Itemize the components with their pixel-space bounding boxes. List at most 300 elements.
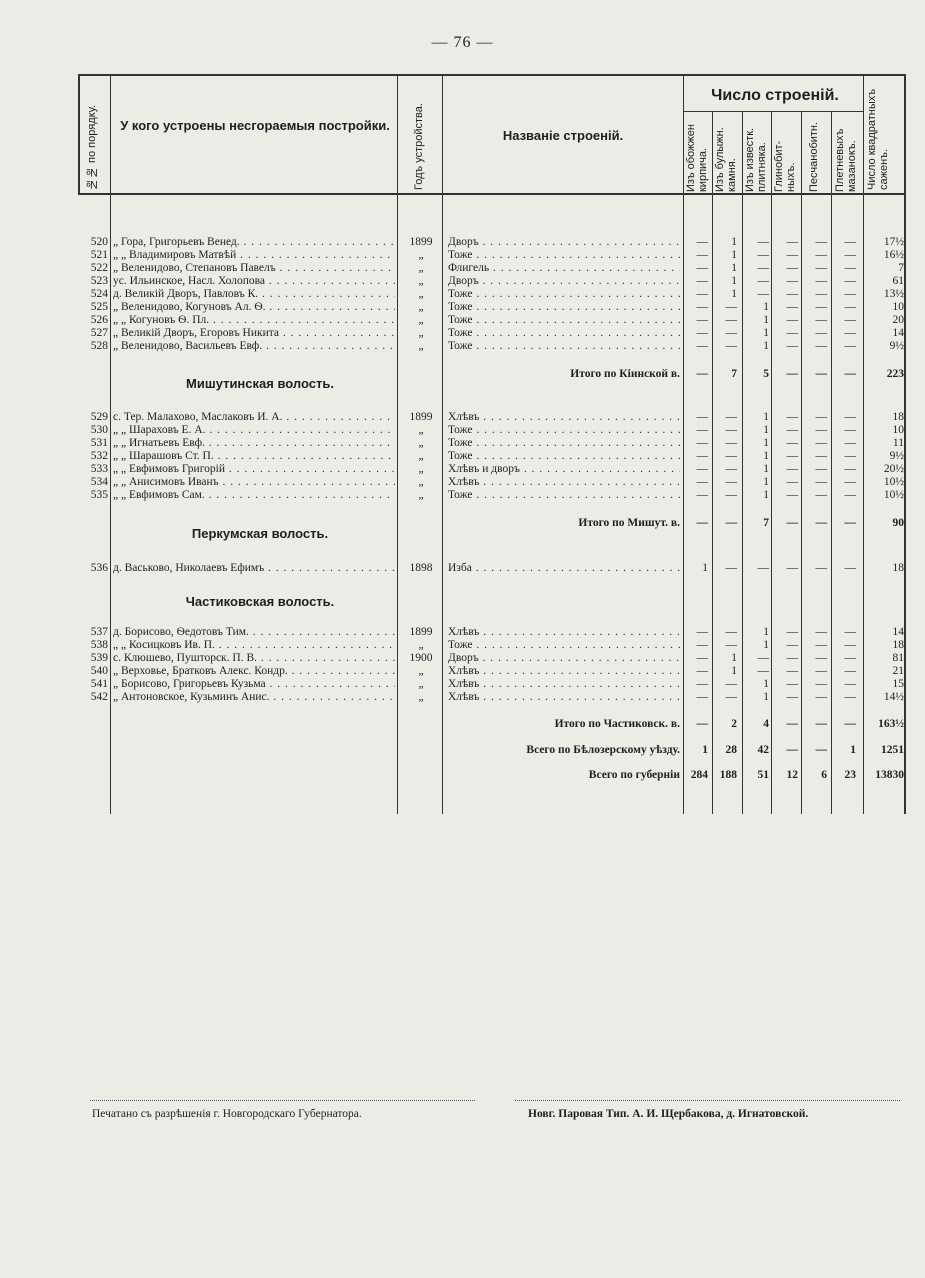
table-row xyxy=(0,463,925,476)
row-value: 1 xyxy=(731,236,737,248)
total-value: — xyxy=(844,517,856,529)
row-number: 529 xyxy=(90,411,108,423)
total-value: — xyxy=(696,718,708,730)
total-value: 42 xyxy=(757,744,769,756)
row-value: 1 xyxy=(731,288,737,300)
row-value: — xyxy=(815,626,827,638)
row-value: — xyxy=(725,301,737,313)
header-sub-5: Плетневыхъ мазанокъ. xyxy=(834,128,858,192)
section-title-chastikovskaya: Частиковская волость. xyxy=(185,594,335,609)
total-value: — xyxy=(786,517,798,529)
row-value: 9½ xyxy=(889,450,904,462)
row-number: 532 xyxy=(90,450,108,462)
row-building-name: Тоже . . . xyxy=(448,301,680,314)
total-value: — xyxy=(815,517,827,529)
total-value: — xyxy=(844,368,856,380)
row-owner: „ Борисово, Григорьевъ Кузьма . . . xyxy=(113,678,395,691)
row-value: — xyxy=(696,275,708,287)
header-sub-4: Песчанобитн. xyxy=(808,121,820,192)
row-owner: д. Васьково, Николаевъ Ефимъ . . . xyxy=(113,562,395,575)
total-value: — xyxy=(815,718,827,730)
row-year: „ xyxy=(418,665,424,677)
row-value: — xyxy=(786,476,798,488)
row-year: „ xyxy=(418,314,424,326)
row-year: „ xyxy=(418,437,424,449)
row-value: — xyxy=(844,463,856,475)
row-value: — xyxy=(725,476,737,488)
table-row xyxy=(0,639,925,652)
row-value: — xyxy=(757,262,769,274)
row-building-name: Тоже . . . xyxy=(448,327,680,340)
row-building-name: Тоже . . . xyxy=(448,489,680,502)
header-col-who: У кого устроены несгораемыя постройки. xyxy=(120,118,390,133)
row-value: — xyxy=(844,476,856,488)
row-value: 14 xyxy=(892,626,904,638)
row-value: — xyxy=(786,652,798,664)
row-number: 541 xyxy=(90,678,108,690)
row-value: 1 xyxy=(763,327,769,339)
row-value: — xyxy=(725,626,737,638)
total-label: Итого по Частиковск. в. xyxy=(554,718,680,730)
row-value: — xyxy=(844,327,856,339)
row-owner: „ „ Евфимовъ Сам. . . . xyxy=(113,489,395,502)
row-value: — xyxy=(696,288,708,300)
row-building-name: Хлѣвъ . . . xyxy=(448,665,680,678)
row-building-name: Изба . . . xyxy=(448,562,680,575)
total-value: 5 xyxy=(763,368,769,380)
total-label: Итого по Кіинской в. xyxy=(570,368,680,380)
total-row-chastikovskaya xyxy=(0,717,925,731)
row-year: „ xyxy=(418,463,424,475)
row-number: 536 xyxy=(90,562,108,574)
row-number: 533 xyxy=(90,463,108,475)
row-owner: „ Антоновское, Кузьминъ Анис. . . . xyxy=(113,691,395,704)
row-value: — xyxy=(786,288,798,300)
row-number: 530 xyxy=(90,424,108,436)
row-value: — xyxy=(815,340,827,352)
row-value: 9½ xyxy=(889,340,904,352)
row-value: — xyxy=(786,275,798,287)
row-value: 1 xyxy=(763,639,769,651)
row-value: 1 xyxy=(763,450,769,462)
row-value: — xyxy=(815,463,827,475)
row-value: — xyxy=(786,424,798,436)
row-owner: д. Великій Дворъ, Павловъ К. . . . xyxy=(113,288,395,301)
row-building-name: Хлѣвъ и дворъ . . . xyxy=(448,463,680,476)
row-year: 1898 xyxy=(409,562,433,574)
row-value: 1 xyxy=(702,562,708,574)
row-building-name: Хлѣвъ . . . xyxy=(448,691,680,704)
table-row xyxy=(0,665,925,678)
table-row xyxy=(0,450,925,463)
row-value: 1 xyxy=(763,437,769,449)
row-value: 61 xyxy=(892,275,904,287)
row-value: — xyxy=(844,652,856,664)
row-owner: „ „ Когуновъ Ѳ. Пл. . . . xyxy=(113,314,395,327)
row-number: 535 xyxy=(90,489,108,501)
header-col-year: Годъ устройства. xyxy=(413,103,425,190)
row-value: — xyxy=(844,450,856,462)
table-row xyxy=(0,314,925,327)
table-row xyxy=(0,301,925,314)
row-owner: ус. Ильинское, Насл. Холопова . . . xyxy=(113,275,395,288)
row-number: 527 xyxy=(90,327,108,339)
table-row xyxy=(0,288,925,301)
row-value: — xyxy=(696,262,708,274)
header-col-group: Число строеній. xyxy=(711,87,839,104)
row-value: — xyxy=(815,437,827,449)
row-value: — xyxy=(786,463,798,475)
row-building-name: Тоже . . . xyxy=(448,639,680,652)
row-value: — xyxy=(815,275,827,287)
row-owner: „ Верховье, Братковъ Алекс. Кондр. . . . xyxy=(113,665,395,678)
table-row xyxy=(0,249,925,262)
total-value: 223 xyxy=(886,368,904,380)
table-row xyxy=(0,262,925,275)
row-owner: д. Борисово, Ѳедотовъ Тим. . . . xyxy=(113,626,395,639)
total-value: — xyxy=(815,368,827,380)
table-row xyxy=(0,411,925,424)
row-number: 526 xyxy=(90,314,108,326)
row-number: 521 xyxy=(90,249,108,261)
total-value: — xyxy=(786,368,798,380)
row-year: „ xyxy=(418,301,424,313)
table-row xyxy=(0,652,925,665)
row-value: — xyxy=(696,639,708,651)
row-number: 540 xyxy=(90,665,108,677)
row-building-name: Хлѣвъ . . . xyxy=(448,476,680,489)
total-value: 13830 xyxy=(875,769,904,781)
row-value: — xyxy=(844,340,856,352)
row-building-name: Хлѣвъ . . . xyxy=(448,626,680,639)
row-value: — xyxy=(725,678,737,690)
row-value: — xyxy=(844,301,856,313)
row-owner: „ „ Косицковъ Ив. П. . . . xyxy=(113,639,395,652)
table-row xyxy=(0,626,925,639)
row-value: 20 xyxy=(892,314,904,326)
row-value: 1 xyxy=(763,476,769,488)
row-value: — xyxy=(815,665,827,677)
total-row-uezd xyxy=(0,743,925,757)
table-row xyxy=(0,424,925,437)
row-value: — xyxy=(844,275,856,287)
row-value: — xyxy=(725,314,737,326)
total-label: Итого по Мишут. в. xyxy=(578,517,680,529)
row-year: „ xyxy=(418,489,424,501)
row-year: „ xyxy=(418,262,424,274)
row-year: 1899 xyxy=(409,626,433,638)
section-title-perkumskaya: Перкумская волость. xyxy=(191,526,329,541)
row-year: „ xyxy=(418,450,424,462)
total-value: — xyxy=(696,368,708,380)
row-value: 15 xyxy=(892,678,904,690)
row-value: 1 xyxy=(731,262,737,274)
row-year: „ xyxy=(418,424,424,436)
row-value: 10½ xyxy=(883,489,904,501)
row-value: — xyxy=(786,639,798,651)
row-value: — xyxy=(786,340,798,352)
table-row xyxy=(0,340,925,353)
row-number: 522 xyxy=(90,262,108,274)
row-value: — xyxy=(696,249,708,261)
header-col-num: №№ по порядку. xyxy=(86,104,98,190)
table-row xyxy=(0,678,925,691)
row-value: 20½ xyxy=(883,463,904,475)
row-value: 18 xyxy=(892,411,904,423)
row-value: — xyxy=(844,562,856,574)
row-value: — xyxy=(786,236,798,248)
total-value: 284 xyxy=(690,769,708,781)
row-building-name: Дворъ . . . xyxy=(448,236,680,249)
row-value: — xyxy=(696,463,708,475)
row-value: 1 xyxy=(763,691,769,703)
row-year: „ xyxy=(418,288,424,300)
row-owner: „ „ Владимировъ Матвѣй . . . xyxy=(113,249,395,262)
row-year: 1899 xyxy=(409,411,433,423)
row-number: 524 xyxy=(90,288,108,300)
row-value: 1 xyxy=(763,424,769,436)
header-sub-0: Изъ обожжен кирпича. xyxy=(685,124,709,192)
row-value: 1 xyxy=(731,249,737,261)
section-title-mishutinskaya: Мишутинская волость. xyxy=(186,376,334,391)
row-value: — xyxy=(815,678,827,690)
row-value: — xyxy=(696,236,708,248)
row-value: — xyxy=(757,562,769,574)
row-value: — xyxy=(844,691,856,703)
header-bottom-border xyxy=(78,193,906,195)
row-value: — xyxy=(696,678,708,690)
row-value: — xyxy=(696,411,708,423)
row-building-name: Хлѣвъ . . . xyxy=(448,678,680,691)
row-value: — xyxy=(786,678,798,690)
row-value: — xyxy=(786,626,798,638)
row-value: 14 xyxy=(892,327,904,339)
row-value: — xyxy=(757,275,769,287)
row-number: 539 xyxy=(90,652,108,664)
group-header-underline xyxy=(684,111,864,112)
total-row-guberniya xyxy=(0,768,925,782)
total-value: — xyxy=(696,517,708,529)
row-value: — xyxy=(844,288,856,300)
row-value: — xyxy=(696,476,708,488)
row-value: — xyxy=(696,489,708,501)
total-value: — xyxy=(815,744,827,756)
total-value: 12 xyxy=(786,769,798,781)
row-value: — xyxy=(844,678,856,690)
row-value: — xyxy=(725,327,737,339)
row-building-name: Тоже . . . xyxy=(448,450,680,463)
row-value: — xyxy=(815,236,827,248)
row-number: 523 xyxy=(90,275,108,287)
row-value: — xyxy=(696,301,708,313)
row-value: — xyxy=(696,314,708,326)
total-value: 1 xyxy=(702,744,708,756)
row-value: — xyxy=(815,476,827,488)
row-value: 81 xyxy=(892,652,904,664)
row-value: — xyxy=(815,691,827,703)
total-value: 163½ xyxy=(878,718,904,730)
row-value: — xyxy=(757,665,769,677)
row-building-name: Тоже . . . xyxy=(448,424,680,437)
row-value: 1 xyxy=(731,665,737,677)
row-value: 17½ xyxy=(883,236,904,248)
row-value: 1 xyxy=(763,463,769,475)
footer-right: Новг. Паровая Тип. А. И. Щербакова, д. Игнатовской. xyxy=(528,1108,809,1120)
row-value: 1 xyxy=(731,652,737,664)
header-sub-3: Глинобит-ныхъ. xyxy=(773,140,797,192)
row-building-name: Флигель . . . xyxy=(448,262,680,275)
row-value: 13½ xyxy=(883,288,904,300)
total-label: Всего по губерніи xyxy=(588,769,680,781)
total-value: 1251 xyxy=(881,744,904,756)
row-building-name: Тоже . . . xyxy=(448,314,680,327)
row-value: 1 xyxy=(763,314,769,326)
total-value: 28 xyxy=(725,744,737,756)
row-owner: „ Великій Дворъ, Егоровъ Никита . . . xyxy=(113,327,395,340)
row-value: — xyxy=(696,424,708,436)
table-row xyxy=(0,327,925,340)
total-value: 90 xyxy=(892,517,904,529)
total-value: 51 xyxy=(757,769,769,781)
row-value: — xyxy=(725,691,737,703)
header-col-area: Число квадратныхъ саженъ. xyxy=(866,88,890,190)
row-value: — xyxy=(725,411,737,423)
row-value: — xyxy=(696,626,708,638)
row-value: — xyxy=(725,639,737,651)
row-number: 525 xyxy=(90,301,108,313)
total-value: — xyxy=(786,744,798,756)
row-owner: „ Веленидово, Когуновъ Ал. Ѳ. . . . xyxy=(113,301,395,314)
row-value: 10½ xyxy=(883,476,904,488)
row-value: — xyxy=(815,262,827,274)
row-value: 10 xyxy=(892,424,904,436)
row-owner: с. Тер. Малахово, Маслаковъ И. А. . . . xyxy=(113,411,395,424)
total-value: 188 xyxy=(719,769,737,781)
row-value: — xyxy=(815,411,827,423)
row-value: 18 xyxy=(892,562,904,574)
row-number: 520 xyxy=(90,236,108,248)
row-value: — xyxy=(844,249,856,261)
row-owner: „ „ Анисимовъ Иванъ . . . xyxy=(113,476,395,489)
row-value: — xyxy=(786,249,798,261)
row-year: „ xyxy=(418,249,424,261)
table-row xyxy=(0,691,925,704)
row-value: — xyxy=(725,437,737,449)
row-owner: „ Веленидово, Степановъ Павелъ . . . xyxy=(113,262,395,275)
row-number: 538 xyxy=(90,639,108,651)
row-value: — xyxy=(725,424,737,436)
left-border xyxy=(78,74,80,194)
footer-rule xyxy=(90,1100,475,1105)
row-value: — xyxy=(696,437,708,449)
row-value: — xyxy=(786,489,798,501)
row-value: — xyxy=(844,626,856,638)
row-value: — xyxy=(815,288,827,300)
row-value: 16½ xyxy=(883,249,904,261)
row-value: — xyxy=(786,301,798,313)
row-building-name: Дворъ . . . xyxy=(448,275,680,288)
row-year: „ xyxy=(418,275,424,287)
row-value: 1 xyxy=(763,678,769,690)
row-value: 1 xyxy=(763,340,769,352)
total-label: Всего по Бѣлозерскому уѣзду. xyxy=(526,744,680,756)
row-building-name: Тоже . . . xyxy=(448,249,680,262)
row-year: 1900 xyxy=(409,652,433,664)
total-value: — xyxy=(725,517,737,529)
row-value: — xyxy=(815,652,827,664)
row-year: „ xyxy=(418,691,424,703)
row-value: — xyxy=(815,639,827,651)
total-value: — xyxy=(844,718,856,730)
total-value: 4 xyxy=(763,718,769,730)
row-value: — xyxy=(786,411,798,423)
row-value: — xyxy=(786,437,798,449)
row-value: — xyxy=(786,450,798,462)
row-value: 21 xyxy=(892,665,904,677)
row-value: — xyxy=(844,424,856,436)
row-value: — xyxy=(725,463,737,475)
row-value: — xyxy=(815,424,827,436)
row-year: „ xyxy=(418,639,424,651)
row-number: 534 xyxy=(90,476,108,488)
row-value: — xyxy=(786,562,798,574)
footer-rule xyxy=(515,1100,900,1105)
row-value: 7 xyxy=(898,262,904,274)
row-value: — xyxy=(844,665,856,677)
row-owner: „ Гора, Григорьевъ Венед. . . . xyxy=(113,236,395,249)
row-building-name: Тоже . . . xyxy=(448,288,680,301)
row-value: — xyxy=(725,340,737,352)
row-number: 528 xyxy=(90,340,108,352)
row-value: — xyxy=(725,450,737,462)
row-value: — xyxy=(757,249,769,261)
total-value: 23 xyxy=(844,769,856,781)
row-value: — xyxy=(815,249,827,261)
row-value: — xyxy=(815,301,827,313)
row-owner: „ „ Шараховъ Е. А. . . . xyxy=(113,424,395,437)
total-value: 1 xyxy=(850,744,856,756)
header-sub-2: Изъ известк. плитняка. xyxy=(744,127,768,192)
total-value: 2 xyxy=(731,718,737,730)
row-value: — xyxy=(844,489,856,501)
row-value: — xyxy=(696,691,708,703)
row-value: — xyxy=(815,489,827,501)
row-value: — xyxy=(815,450,827,462)
row-value: — xyxy=(696,665,708,677)
table-row xyxy=(0,476,925,489)
row-value: — xyxy=(844,411,856,423)
row-value: 1 xyxy=(731,275,737,287)
table-row xyxy=(0,275,925,288)
row-value: — xyxy=(725,489,737,501)
row-building-name: Хлѣвъ . . . xyxy=(448,411,680,424)
header-col-name: Названіе строеній. xyxy=(502,128,624,143)
table-top-border xyxy=(78,74,906,76)
row-number: 537 xyxy=(90,626,108,638)
table-row xyxy=(0,562,925,575)
row-value: 10 xyxy=(892,301,904,313)
row-value: — xyxy=(696,652,708,664)
row-building-name: Тоже . . . xyxy=(448,340,680,353)
row-year: „ xyxy=(418,476,424,488)
table-row xyxy=(0,437,925,450)
row-value: — xyxy=(844,314,856,326)
row-value: 18 xyxy=(892,639,904,651)
row-number: 531 xyxy=(90,437,108,449)
row-year: „ xyxy=(418,340,424,352)
row-value: — xyxy=(786,327,798,339)
row-value: — xyxy=(696,340,708,352)
